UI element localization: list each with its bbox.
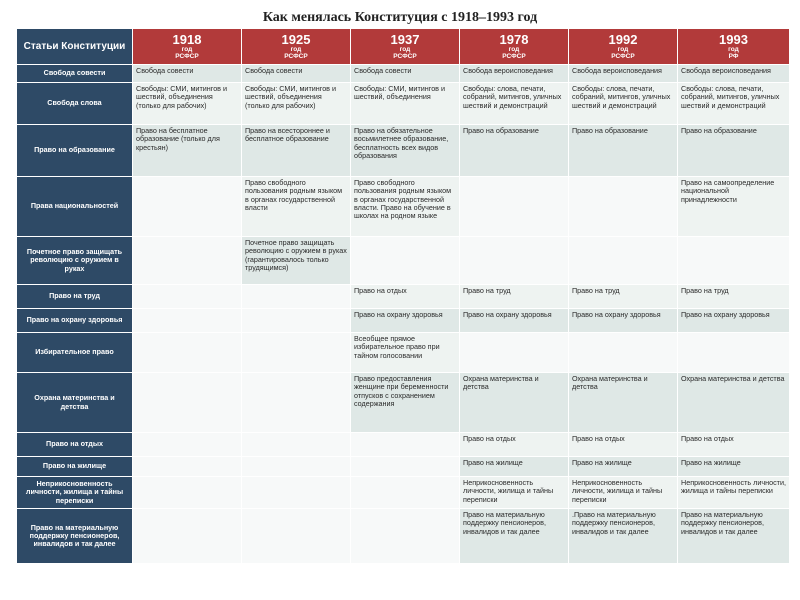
year-label: 1937 bbox=[390, 31, 420, 47]
table-row bbox=[17, 457, 790, 477]
table-cell: Право на отдых bbox=[351, 285, 460, 309]
column-header-1992 bbox=[569, 29, 678, 65]
table-cell: Право на жилище bbox=[460, 457, 569, 477]
table-row bbox=[17, 333, 790, 373]
table-row bbox=[17, 309, 790, 333]
table-cell: Право на образование bbox=[460, 125, 569, 177]
table-row bbox=[17, 285, 790, 309]
table-cell: Охрана материнства и детства bbox=[678, 373, 790, 433]
table-cell: Свобода вероисповедания bbox=[569, 65, 678, 83]
table-cell bbox=[351, 237, 460, 285]
column-header-1993 bbox=[678, 29, 790, 65]
row-header: Право на отдых bbox=[17, 433, 133, 457]
table-body bbox=[17, 65, 790, 564]
row-header: Права национальностей bbox=[17, 177, 133, 237]
table-cell: Свобода вероисповедания bbox=[678, 65, 790, 83]
table-cell bbox=[569, 237, 678, 285]
state-label: РСФСР bbox=[175, 53, 199, 60]
table-cell bbox=[133, 433, 242, 457]
row-header: Свобода совести bbox=[17, 65, 133, 83]
year-suffix: год bbox=[728, 45, 739, 53]
row-header: Избирательное право bbox=[17, 333, 133, 373]
table-cell: Право на жилище bbox=[569, 457, 678, 477]
table-cell: Право свободного пользования родным языком в органах государственной власти. Право на обучение в школах на родном языке bbox=[351, 177, 460, 237]
table-cell: Право на охрану здоровья bbox=[569, 309, 678, 333]
table-cell bbox=[242, 477, 351, 509]
table-cell bbox=[242, 433, 351, 457]
table-cell bbox=[569, 177, 678, 237]
table-cell bbox=[242, 333, 351, 373]
table-cell: Право на всестороннее и бесплатное образование bbox=[242, 125, 351, 177]
table-cell: Право на материальную поддержку пенсионеров, инвалидов и так далее bbox=[678, 509, 790, 564]
table-cell bbox=[351, 433, 460, 457]
table-cell: Свобода совести bbox=[242, 65, 351, 83]
table-cell bbox=[351, 477, 460, 509]
column-header-1925 bbox=[242, 29, 351, 65]
table-cell bbox=[133, 237, 242, 285]
table-cell: Право на охрану здоровья bbox=[351, 309, 460, 333]
table-cell: Свободы: слова, печати, собраний, митингов, уличных шествий и демонстраций bbox=[569, 83, 678, 125]
table-cell: Почетное право защищать революцию с оружием в руках (гарантировалось только трудящимся) bbox=[242, 237, 351, 285]
table-row bbox=[17, 125, 790, 177]
table-cell bbox=[460, 177, 569, 237]
table-row bbox=[17, 373, 790, 433]
table-cell: Право на материальную поддержку пенсионеров, инвалидов и так далее bbox=[460, 509, 569, 564]
table-cell bbox=[133, 477, 242, 509]
row-header: Свобода слова bbox=[17, 83, 133, 125]
table-row bbox=[17, 65, 790, 83]
table-cell: Охрана материнства и детства bbox=[569, 373, 678, 433]
year-label: 1993 bbox=[719, 31, 748, 47]
row-header: Право на труд bbox=[17, 285, 133, 309]
table-cell bbox=[133, 509, 242, 564]
table-cell: Право на отдых bbox=[569, 433, 678, 457]
table-row bbox=[17, 177, 790, 237]
table-cell: Право на труд bbox=[678, 285, 790, 309]
table-cell bbox=[242, 509, 351, 564]
table-cell bbox=[133, 373, 242, 433]
row-header: Неприкосновенность личности, жилища и тайны переписки bbox=[17, 477, 133, 509]
year-label: 1978 bbox=[499, 31, 529, 47]
table-cell: Свободы: СМИ, митингов и шествий, объединения (только для рабочих) bbox=[242, 83, 351, 125]
table-row bbox=[17, 433, 790, 457]
state-label: РСФСР bbox=[611, 53, 635, 60]
table-row bbox=[17, 237, 790, 285]
table-cell bbox=[133, 177, 242, 237]
constitution-table bbox=[16, 28, 790, 564]
table-cell: Право на труд bbox=[460, 285, 569, 309]
table-cell: Право на образование bbox=[569, 125, 678, 177]
state-label: РСФСР bbox=[502, 53, 526, 60]
table-cell: Свобода вероисповедания bbox=[460, 65, 569, 83]
row-header: Право на жилище bbox=[17, 457, 133, 477]
table-cell: Свободы: слова, печати, собраний, митингов, уличных шествий и демонстраций bbox=[460, 83, 569, 125]
table-cell bbox=[133, 285, 242, 309]
column-header-1937 bbox=[351, 29, 460, 65]
column-header-1918 bbox=[133, 29, 242, 65]
table-cell bbox=[351, 457, 460, 477]
table-cell: Свободы: СМИ, митингов и шествий, объединения (только для рабочих) bbox=[133, 83, 242, 125]
table-cell bbox=[242, 285, 351, 309]
year-suffix: год bbox=[399, 45, 411, 53]
table-cell bbox=[569, 333, 678, 373]
year-suffix: год bbox=[181, 45, 193, 53]
table-cell bbox=[242, 309, 351, 333]
header-row bbox=[17, 29, 790, 65]
table-cell: Право на самоопределение национальной принадлежности bbox=[678, 177, 790, 237]
table-cell: Право на обязательное восьмилетнее образование, бесплатность всех видов образования bbox=[351, 125, 460, 177]
table-cell: Свобода совести bbox=[133, 65, 242, 83]
table-cell: Свободы: СМИ, митингов и шествий, объединения bbox=[351, 83, 460, 125]
table-cell: Право на отдых bbox=[460, 433, 569, 457]
state-label: РФ bbox=[728, 53, 739, 60]
table-cell: Неприкосновенность личности, жилища и тайны переписки bbox=[460, 477, 569, 509]
table-cell: Всеобщее прямое избирательное право при тайном голосовании bbox=[351, 333, 460, 373]
table-cell: Неприкосновенность личности, жилища и тайны переписки bbox=[678, 477, 790, 509]
table-cell bbox=[242, 457, 351, 477]
table-cell: Право свободного пользования родным языком в органах государственной власти bbox=[242, 177, 351, 237]
table-cell bbox=[460, 237, 569, 285]
state-label: РСФСР bbox=[284, 53, 308, 60]
table-cell bbox=[133, 309, 242, 333]
table-row bbox=[17, 83, 790, 125]
table-cell: Неприкосновенность личности, жилища и тайны переписки bbox=[569, 477, 678, 509]
year-suffix: год bbox=[617, 45, 629, 53]
corner-header: Статьи Конституции bbox=[17, 29, 133, 65]
column-header-1978 bbox=[460, 29, 569, 65]
row-header: Право на материальную поддержку пенсионеров, инвалидов и так далее bbox=[17, 509, 133, 564]
table-cell bbox=[678, 237, 790, 285]
table-cell: Право на отдых bbox=[678, 433, 790, 457]
table-cell: Право на бесплатное образование (только для крестьян) bbox=[133, 125, 242, 177]
table-cell: Право на труд bbox=[569, 285, 678, 309]
year-label: 1992 bbox=[608, 31, 638, 47]
table-cell bbox=[133, 333, 242, 373]
state-label: РСФСР bbox=[393, 53, 417, 60]
row-header: Право на образование bbox=[17, 125, 133, 177]
row-header: Право на охрану здоровья bbox=[17, 309, 133, 333]
table-cell: .Право на материальную поддержку пенсионеров, инвалидов и так далее bbox=[569, 509, 678, 564]
year-suffix: год bbox=[508, 45, 520, 53]
year-label: 1918 bbox=[172, 31, 202, 47]
row-header: Почетное право защищать революцию с оружием в руках bbox=[17, 237, 133, 285]
table-cell bbox=[678, 333, 790, 373]
table-cell: Право на образование bbox=[678, 125, 790, 177]
page-title: Как менялась Конституция с 1918–1993 год bbox=[262, 10, 538, 25]
year-suffix: год bbox=[290, 45, 302, 53]
table-cell bbox=[242, 373, 351, 433]
table-cell: Право на охрану здоровья bbox=[678, 309, 790, 333]
table-cell bbox=[133, 457, 242, 477]
table-cell: Свободы: слова, печати, собраний, митингов, уличных шествий и демонстраций bbox=[678, 83, 790, 125]
year-label: 1925 bbox=[281, 31, 311, 47]
table-cell: Охрана материнства и детства bbox=[460, 373, 569, 433]
table-cell bbox=[351, 509, 460, 564]
table-row bbox=[17, 477, 790, 509]
table-cell: Право предоставления женщине при беременности отпусков с сохранением содержания bbox=[351, 373, 460, 433]
table-cell: Право на жилище bbox=[678, 457, 790, 477]
table-cell: Право на охрану здоровья bbox=[460, 309, 569, 333]
table-cell: Свобода совести bbox=[351, 65, 460, 83]
table-row bbox=[17, 509, 790, 564]
table-cell bbox=[460, 333, 569, 373]
row-header: Охрана материнства и детства bbox=[17, 373, 133, 433]
